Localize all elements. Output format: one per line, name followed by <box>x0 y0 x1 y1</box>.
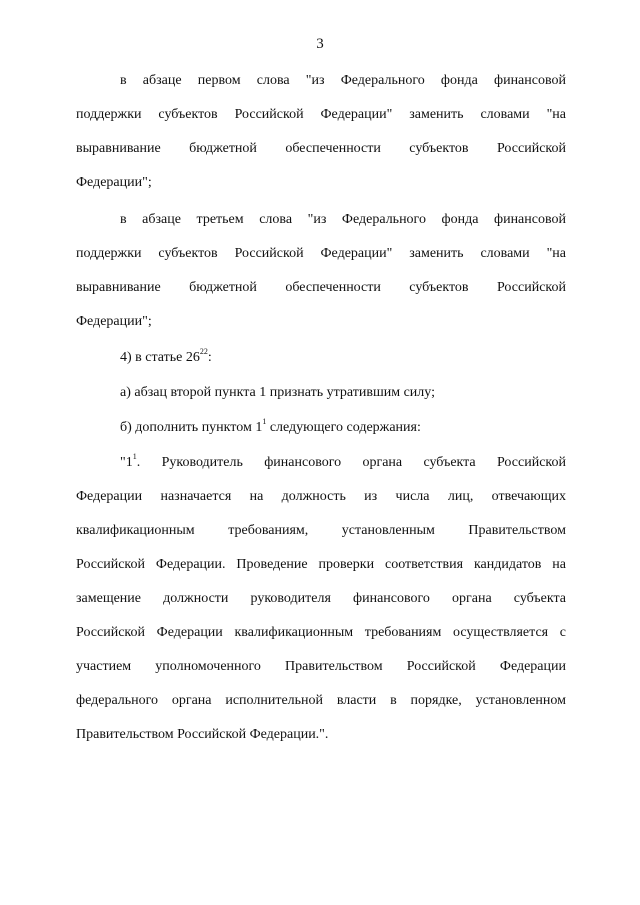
text-line: участием уполномоченного Правительством Российской Федерации <box>76 659 566 674</box>
item-b-tail: следующего содержания: <box>266 420 421 435</box>
page-number: 3 <box>316 36 324 52</box>
paragraph-2 <box>76 203 566 339</box>
text-line <box>76 411 566 445</box>
text-line: замещение должности руководителя финансового органа субъекта <box>76 591 566 606</box>
text-line: а) абзац второй пункта 1 признать утратившим силу; <box>120 385 435 400</box>
text-line: поддержки субъектов Российской Федерации" заменить словами "на <box>76 246 566 261</box>
text-line: Федерации назначается на должность из числа лиц, отвечающих <box>76 489 566 504</box>
text-line <box>76 341 566 375</box>
text-line: федерального органа исполнительной власти в порядке, установленном <box>76 693 566 708</box>
point-superscript: 1 <box>132 452 137 462</box>
text-line: выравнивание бюджетной обеспеченности субъектов Российской <box>76 141 566 156</box>
item-b <box>76 411 566 445</box>
text-line: квалификационным требованиям, установленным Правительством <box>76 523 566 538</box>
item-b-superscript: 1 <box>262 417 267 427</box>
item-4-colon: : <box>207 350 212 365</box>
item-4 <box>76 341 566 375</box>
text-line <box>76 446 566 480</box>
text-line: Российской Федерации. Проведение проверки соответствия кандидатов на <box>76 557 566 572</box>
text-line: выравнивание бюджетной обеспеченности субъектов Российской <box>76 280 566 295</box>
quote-open: "1 <box>120 455 133 470</box>
text-line: в абзаце третьем слова "из Федерального фонда финансовой <box>120 212 566 227</box>
quote-tail: . Руководитель финансового органа субъекта Российской <box>136 455 566 470</box>
text-line: в абзаце первом слова "из Федерального фонда финансовой <box>120 73 566 88</box>
item-a <box>76 376 566 410</box>
text-line: Правительством Российской Федерации.". <box>76 727 329 742</box>
text-line: поддержки субъектов Российской Федерации" заменить словами "на <box>76 107 566 122</box>
paragraph-3 <box>76 446 566 752</box>
text-line: Федерации"; <box>76 314 152 329</box>
paragraph-1 <box>76 64 566 200</box>
item-4-text: 4) в статье 26 <box>120 350 200 365</box>
item-4-superscript: 22 <box>199 347 208 357</box>
item-b-text: б) дополнить пунктом 1 <box>120 420 263 435</box>
text-line: Российской Федерации квалификационным требованиям осуществляется с <box>76 625 566 640</box>
text-line: Федерации"; <box>76 175 152 190</box>
